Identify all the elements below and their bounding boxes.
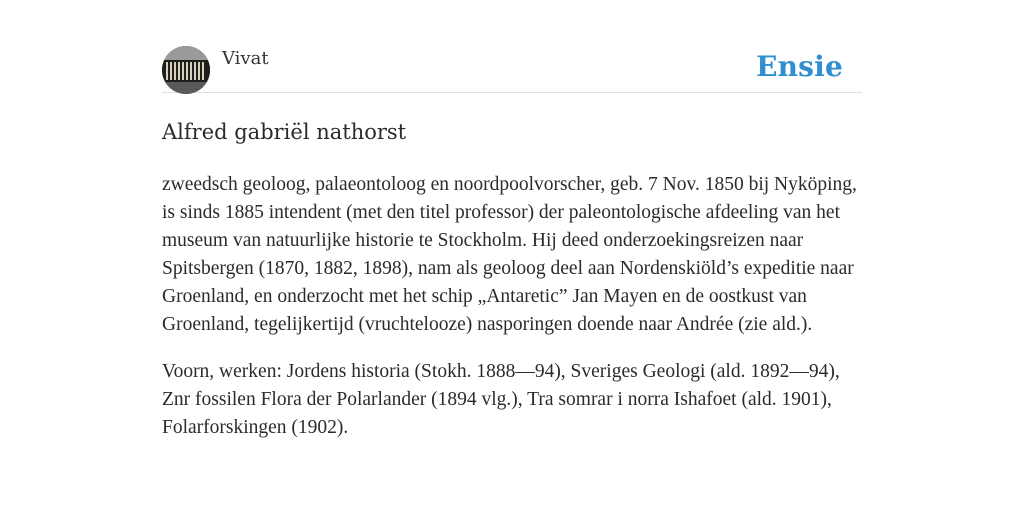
source-avatar[interactable] [162,46,210,94]
article-card [162,46,862,442]
article-paragraph: Voorn, werken: Jordens historia (Stokh. 1888—94), Sveriges Geologi (ald. 1892—94), Znr fossilen Flora der Polarlander (1894 vlg.), Tra somrar i norra Ishafoet (ald. 1901), Folarforskingen (1902). [162,361,840,438]
article-title: Alfred gabriël nathorst [162,120,407,144]
article-paragraph: zweedsch geoloog, palaeontoloog en noordpoolvorscher, geb. 7 Nov. 1850 bij Nyköping, is sinds 1885 intendent (met den titel professor) der paleontologische afdeeling van het museum van natuurlijke historie te Stockholm. Hij deed onderzoekingsreizen naar Spitsbergen (1870, 1882, 1898), nam als geoloog deel aan Nordenskiöld’s expeditie naar Groenland, en onderzocht met het schip „Antaretic” Jan Mayen en de oostkust van Groenland, tegelijkertijd (vruchtelooze) nasporingen doende naar Andrée (zie ald.). [162,174,857,335]
source-name[interactable]: Vivat [222,48,269,69]
article-header [162,46,862,93]
book-spines-icon [162,46,210,94]
brand-logo[interactable]: Ensie [756,50,843,83]
